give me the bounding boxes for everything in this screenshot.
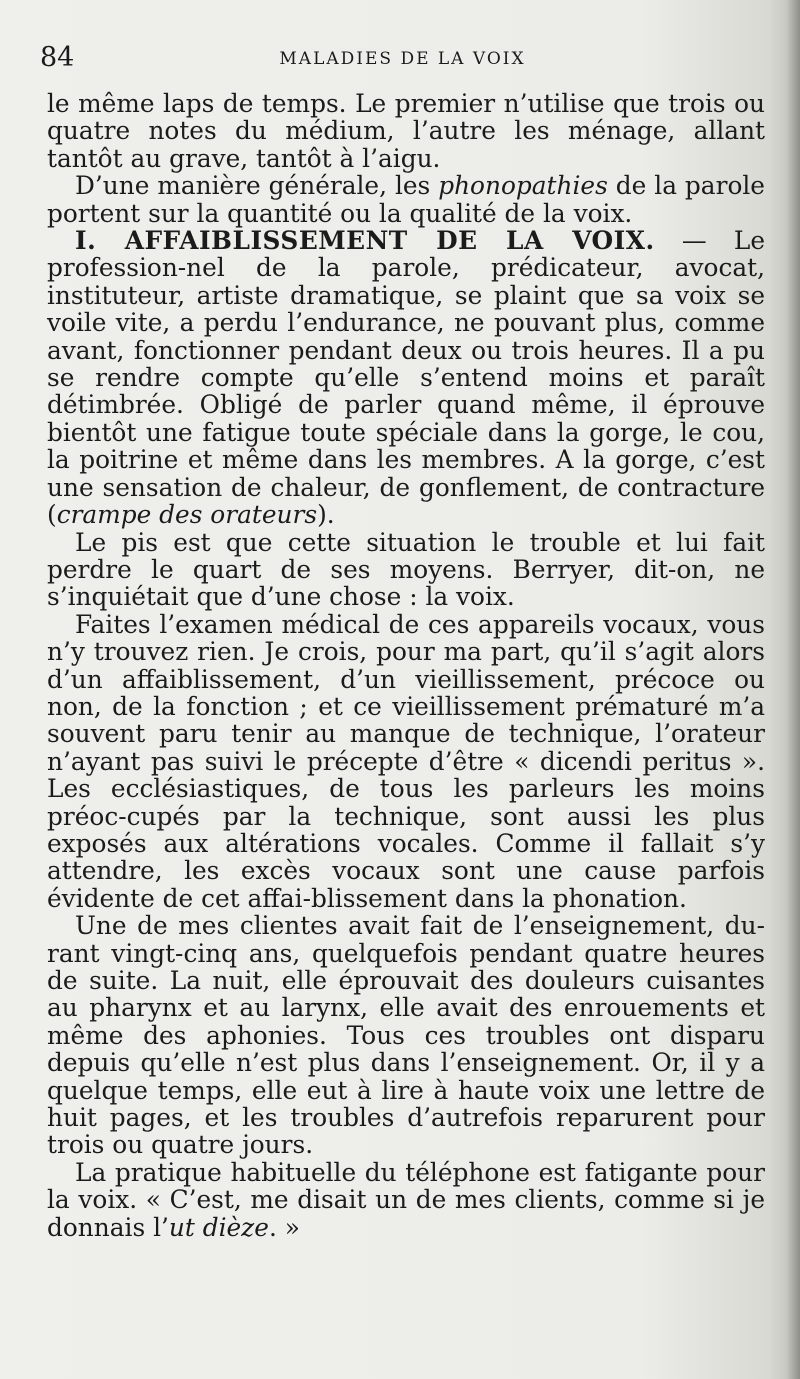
paragraph-4-text: Le pis est que cette situation le trouble et lui fait perdre le quart de ses moyens. Berryer, dit-on, ne s’inquiétait que d’une chose : la voix. <box>47 527 765 612</box>
paragraph-6 <box>47 912 765 1159</box>
paragraph-7-text-b: . » <box>268 1212 300 1242</box>
term-phonopathies: phonopathies <box>438 171 608 201</box>
paragraph-3-text-a: — Le profession-nel de la parole, prédicateur, avocat, instituteur, artiste dramatique, se plaint que sa voix se voile vite, a perdu l’endurance, ne pouvant plus, comme avant, fonctionner pendant deux ou trois heures. Il a pu se rendre compte qu’elle s’entend moins et paraît détimbrée. Obligé de parler quand même, il éprouve bientôt une fatigue toute spéciale dans la gorge, le cou, la poitrine et même dans les membres. A la gorge, c’est une sensation de chaleur, de gonflement, de contracture ( <box>47 226 765 530</box>
section-heading: I. AFFAIBLISSEMENT DE LA VOIX. <box>75 226 655 256</box>
paragraph-2-text-b: de la parole portent sur la quantité ou la qualité de la voix. <box>47 171 765 228</box>
body-text <box>47 90 765 1241</box>
paragraph-1-text: le même laps de temps. Le premier n’utilise que trois ou quatre notes du médium, l’autre les ménage, allant tantôt au grave, tantôt à l’aigu. <box>47 89 765 173</box>
page-number: 84 <box>40 42 75 73</box>
paragraph-7 <box>47 1159 765 1241</box>
page-edge-shadow <box>786 0 800 1379</box>
running-head: MALADIES DE LA VOIX <box>279 49 526 69</box>
term-ut-dieze: ut dièze <box>168 1212 269 1242</box>
paragraph-4 <box>47 529 765 611</box>
paragraph-2-text-a: D’une manière générale, les <box>75 171 439 201</box>
paragraph-7-text-a: La pratique habituelle du téléphone est fatigante pour la voix. « C’est, me disait un de mes clients, comme si je donnais l’ <box>47 1157 765 1242</box>
term-crampe-des-orateurs: crampe des orateurs <box>56 500 318 530</box>
paragraph-2 <box>47 172 765 227</box>
paragraph-5-text: Faites l’examen médical de ces appareils vocaux, vous n’y trouvez rien. Je crois, pour ma part, qu’il s’agit alors d’un affaiblissement, d’un vieillissement, précoce ou non, de la fonction ; et ce vieillissement prématuré m’a souvent paru tenir au manque de technique, l’orateur n’ayant pas suivi le précepte d’être « dicendi peritus ». Les ecclésiastiques, de tous les parleurs les moins préoc-cupés par la technique, sont aussi les plus exposés aux altérations vocales. Comme il fallait s’y attendre, les excès vocaux sont une cause parfois évidente de cet affai-blissement dans la phonation. <box>47 609 765 913</box>
paragraph-6-text: Une de mes clientes avait fait de l’enseignement, du-rant vingt-cinq ans, quelquefois pendant quatre heures de suite. La nuit, elle éprouvait des douleurs cuisantes au pharynx et au larynx, elle avait des enrouements et même des aphonies. Tous ces troubles ont disparu depuis qu’elle n’est plus dans l’enseignement. Or, il y a quelque temps, elle eut à lire à haute voix une lettre de huit pages, et les troubles d’autrefois reparurent pour trois ou quatre jours. <box>47 911 765 1160</box>
paragraph-3 <box>47 227 765 528</box>
paragraph-3-text-b: ). <box>317 500 335 530</box>
paragraph-5 <box>47 611 765 912</box>
paragraph-1 <box>47 90 765 172</box>
page-header <box>40 40 765 76</box>
